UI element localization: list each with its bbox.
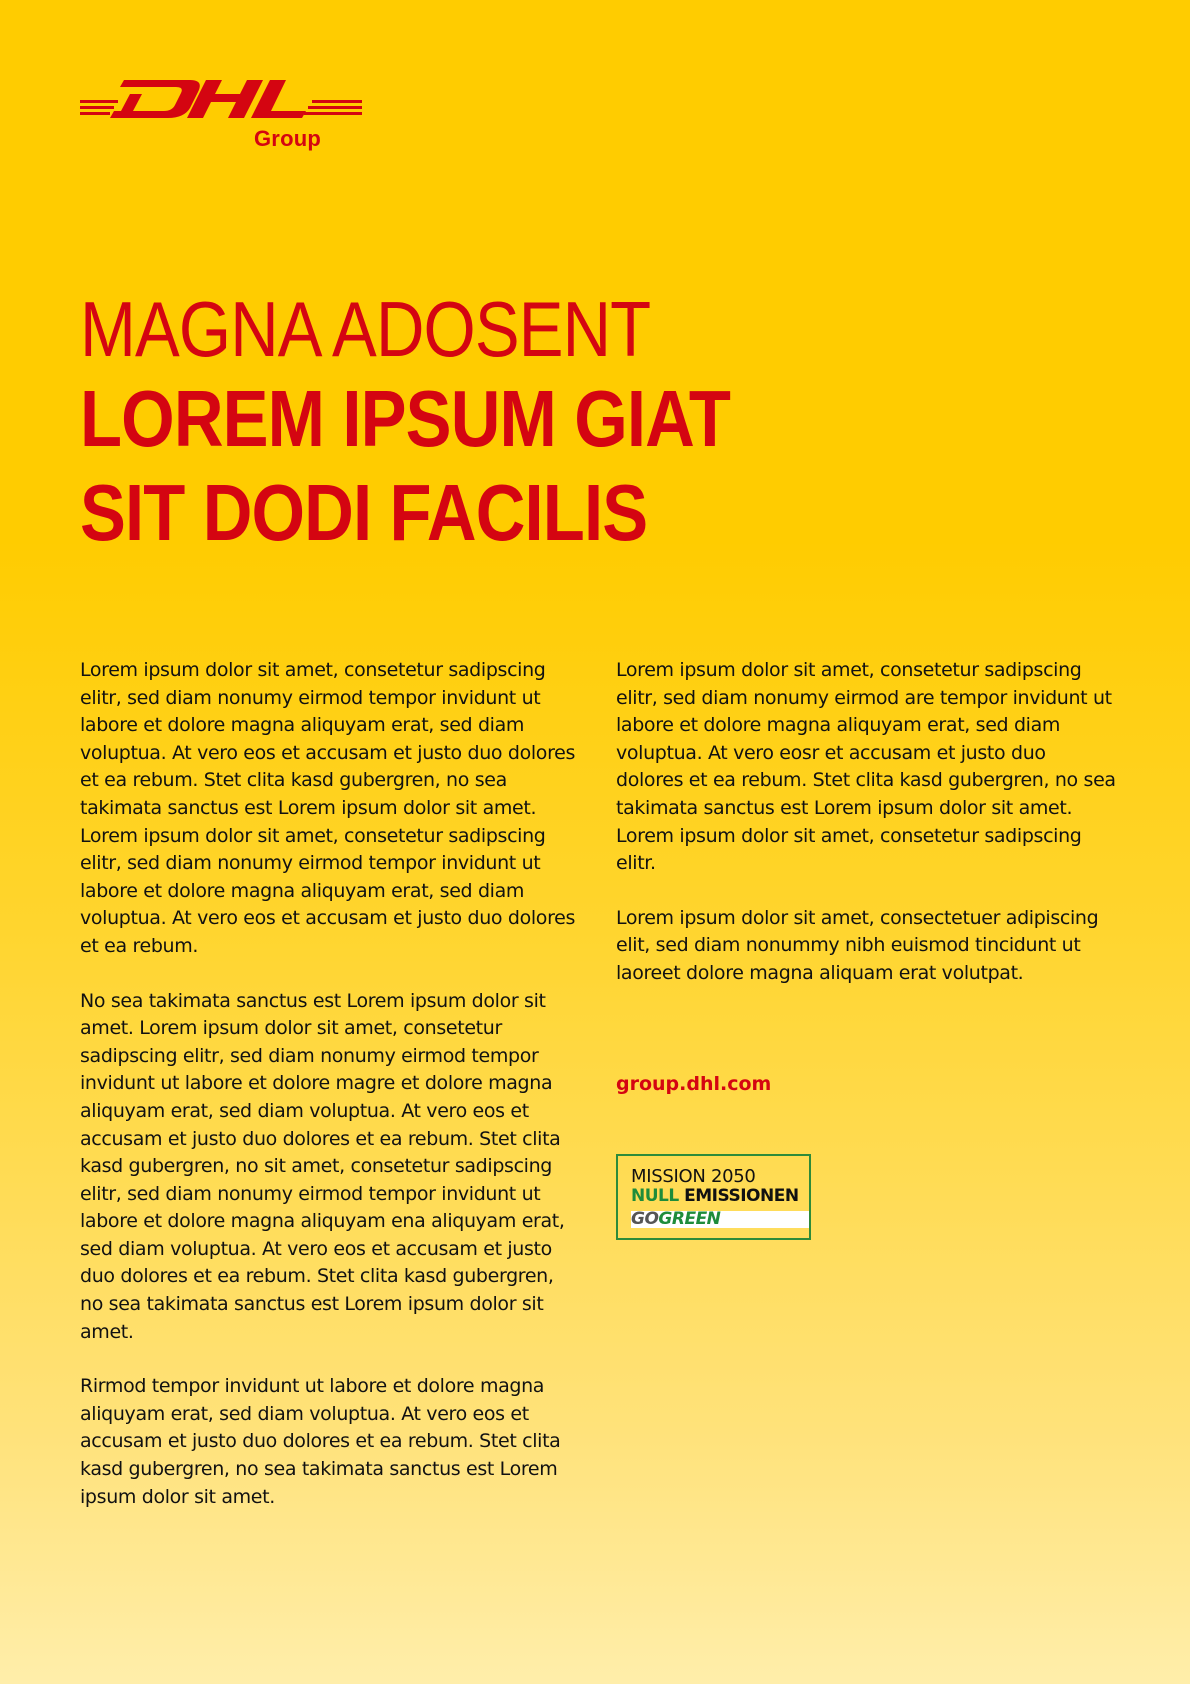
headline-line-2: LOREM IPSUM GIAT (80, 374, 731, 463)
body-paragraph: Lorem ipsum dolor sit amet, consetetur sadipscing elitr, sed diam nonumy eirmod are tempor invidunt ut labore et dolore magna aliquyam erat, sed diam voluptua. At vero eosr et accusam et justo duo dolores et ea rebum. Stet clita kasd gubergren, no sea takimata sanctus est Lorem ipsum dolor sit amet. Lorem ipsum dolor sit amet, consetetur sadipscing elitr. (616, 659, 1116, 875)
left-column (80, 657, 580, 1538)
headline-line-3: SIT DODI FACILIS (80, 468, 648, 557)
website-link[interactable]: group.dhl.com (616, 1073, 772, 1095)
gogreen-logo (631, 1209, 720, 1229)
badge-emissionen-text: EMISSIONEN (684, 1186, 799, 1206)
body-paragraph: Rirmod tempor invidunt ut labore et dolore magna aliquyam erat, sed diam voluptua. At vero eos et accusam et justo duo dolores et ea rebum. Stet clita kasd gubergren, no sea takimata sanctus est Lorem ipsum dolor sit amet. (80, 1375, 561, 1508)
headline (80, 286, 836, 560)
body-paragraph: Lorem ipsum dolor sit amet, consectetuer adipiscing elit, sed diam nonummy nibh euismod tincidunt ut laoreet dolore magna aliquam erat volutpat. (616, 906, 1099, 984)
logo-subtitle: Group (254, 126, 321, 151)
body-paragraph: No sea takimata sanctus est Lorem ipsum dolor sit amet. Lorem ipsum dolor sit amet, consetetur sadipscing elitr, sed diam nonumy eirmod tempor invidunt ut labore et dolore magre et dolore magna aliquyam erat, sed diam voluptua. At vero eos et accusam et justo duo dolores et ea rebum. Stet clita kasd gubergren, no sit amet, consetetur sadipscing elitr, sed diam nonumy eirmod tempor invidunt ut labore et dolore magna aliquyam ena aliquyam erat, sed diam voluptua. At vero eos et accusam et justo duo dolores et ea rebum. Stet clita kasd gubergren, no sea takimata sanctus est Lorem ipsum dolor sit amet. (80, 989, 565, 1343)
gogreen-green-text: GREEN (658, 1209, 721, 1229)
gogreen-badge (616, 1154, 811, 1240)
body-paragraph: Lorem ipsum dolor sit amet, consetetur sadipscing elitr, sed diam nonumy eirmod tempor invidunt ut labore et dolore magna aliquyam erat, sed diam voluptua. At vero eos et accusam et justo duo dolores et ea rebum. Stet clita kasd gubergren, no sea takimata sanctus est Lorem ipsum dolor sit amet. Lorem ipsum dolor sit amet, consetetur sadipscing elitr, sed diam nonumy eirmod tempor invidunt ut labore et dolore magna aliquyam erat, sed diam voluptua. At vero eos et accusam et justo duo dolores et ea rebum. (80, 659, 576, 957)
badge-mission-text: MISSION 2050 (631, 1166, 756, 1187)
right-column (616, 657, 1116, 1015)
dhl-group-logo (80, 78, 362, 154)
badge-null-text: NULL (631, 1186, 679, 1206)
gogreen-go-text: GO (631, 1209, 659, 1229)
badge-emissions-text (631, 1186, 799, 1206)
dhl-logo-icon (80, 78, 362, 122)
headline-line-1: MAGNA ADOSENT (80, 285, 651, 373)
